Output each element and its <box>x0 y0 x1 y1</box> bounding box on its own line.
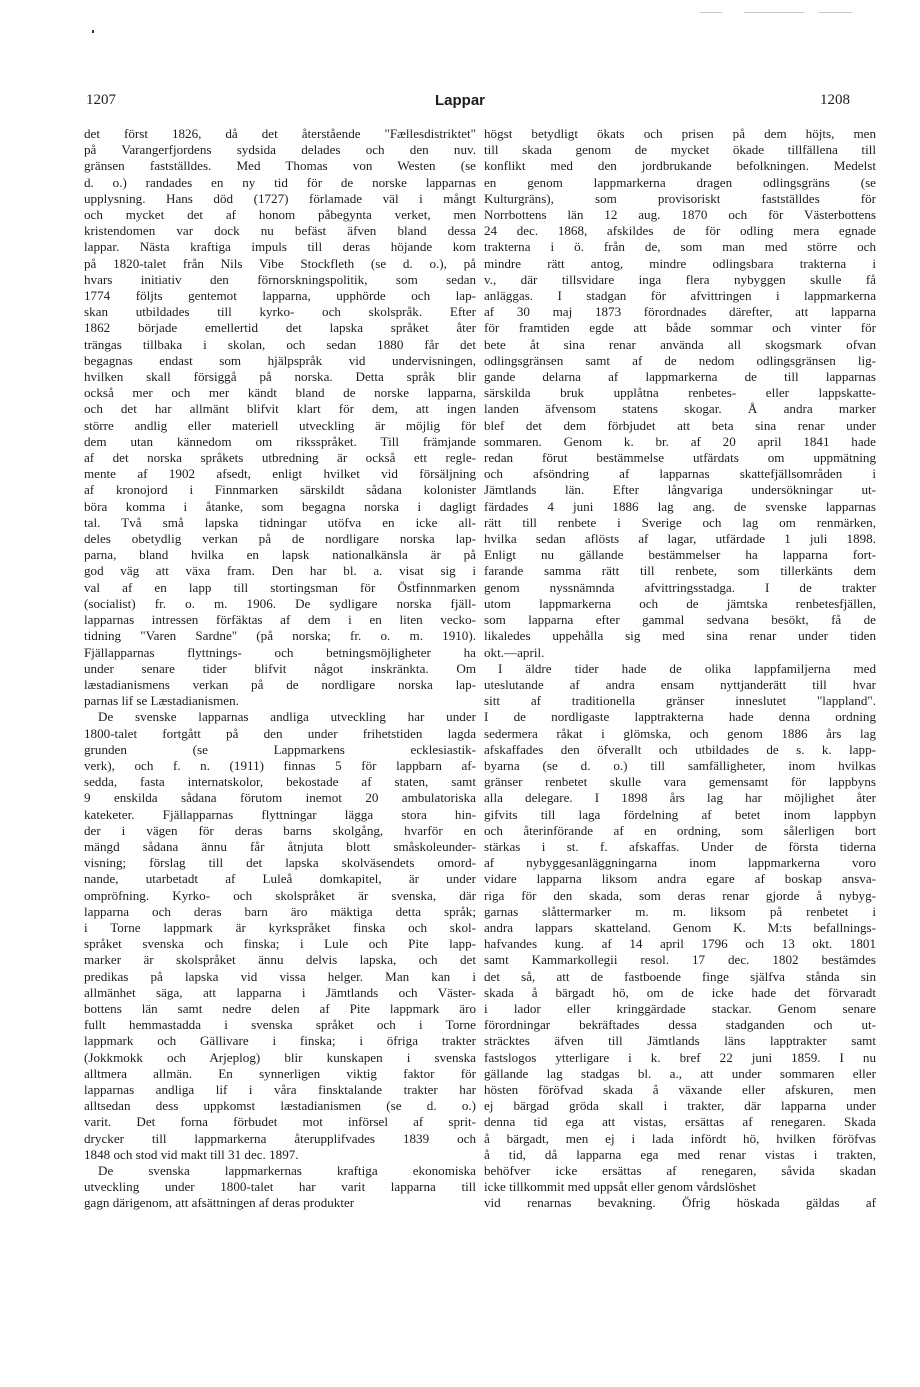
left-text-column <box>84 126 476 1212</box>
text-line: särskilda bruk upplåtna renbetes- eller lappskatte- <box>484 385 876 401</box>
text-line: kristendomen var dock nu befäst äfven bland dessa <box>84 223 476 239</box>
text-line: parnas lif se Læstadianismen. <box>84 693 239 709</box>
text-line: tidning "Varen Sardne" (på norska; fr. o. m. 1910). <box>84 628 476 644</box>
text-line: visning; förslag till det lapska skolväsendets omord- <box>84 855 476 871</box>
text-line: utom lappmarkerna och de jämtska renbetesfjällen, <box>484 595 876 611</box>
text-line: I de nordligaste lapptrakterna hade denna ordning <box>484 709 876 725</box>
text-line: färdades 4 juni 1886 lag ang. de svenske lapparnas <box>484 498 876 514</box>
text-line: alla delegare. I 1898 års lag har möjlighet åter <box>484 790 876 806</box>
text-line: ompröfning. Kyrko- och skolspråket är svenska, där <box>84 887 476 903</box>
text-line: likaledes uppehålla sig med sina renar under tiden <box>484 628 876 644</box>
text-line: af kronojord i Finnmarken särskildt sådana kolonister <box>84 482 476 498</box>
text-line: begagnas endast som hjälpspråk vid undervisningen, <box>84 352 476 368</box>
text-line: förordningar bekräftades dessa stadganden och ut- <box>484 1017 876 1033</box>
text-line: 1862 började emellertid det lapska språket åter <box>84 320 476 336</box>
text-line: språket svenska och finska; i Lule och Pite lapp- <box>84 936 476 952</box>
text-line: redan förut bestämmelse utfärdats om uppmätning <box>484 450 876 466</box>
text-line: Enligt nu gällande bestämmelser ha lapparna fort- <box>484 547 876 563</box>
text-line: trakterna i ö. från de, som man med större och <box>484 239 876 255</box>
text-line: sedda, fasta internatskolor, bekostade af staten, samt <box>84 774 476 790</box>
text-line: skada å bärgadt hö, om de icke hade det förvaradt <box>484 984 876 1000</box>
text-line: der i vägen för deras barns skolgång, hvarför en <box>84 822 476 838</box>
text-line: god väg att växa fram. Den har bl. a. visat sig i <box>84 563 476 579</box>
text-line: alltmera allmän. En synnerligen viktig faktor för <box>84 1065 476 1081</box>
text-line: gagn därigenom, att afsättningen af deras produkter <box>84 1195 355 1211</box>
text-line: stärkas i st. f. afskaffas. Under de första tiderna <box>484 838 876 854</box>
text-line: predikas på lapska vid vissa helger. Man kan i <box>84 968 476 984</box>
text-line: blef det dem förbjudet att beta sina renar under <box>484 417 876 433</box>
text-line: afskaffades den öfverallt och utbildades de s. k. lapp- <box>484 741 876 757</box>
text-line: Jämtlands län. Efter långvariga undersökningar ut- <box>484 482 876 498</box>
right-page-number: 1208 <box>820 92 850 108</box>
text-line: De svenske lapparnas andliga utveckling har under <box>98 709 476 725</box>
text-line: Kulturgräns), som provisoriskt fastställdes för <box>484 190 876 206</box>
text-line: hvilka sedan aflösts af lagar, utfärdade 1 juli 1898. <box>484 531 876 547</box>
text-line: lapparnas intressen förfäktas af dem i en liten vecko- <box>84 612 476 628</box>
text-line: hafvandes kung. af 14 april 1796 och 13 okt. 1801 <box>484 936 876 952</box>
text-line: i Torne lappmark är kyrkspråket finska och skol- <box>84 919 476 935</box>
text-line: rätt till renbete i Sverige och lag om renmärken, <box>484 514 876 530</box>
text-line: gande delarna af lappmarkerna de till lapparnas <box>484 369 876 385</box>
text-line: och det har allmänt blifvit klart för dem, att ingen <box>84 401 476 417</box>
text-line: De svenska lappmarkernas kraftiga ekonomiska <box>98 1163 476 1178</box>
text-line: trängas tillbaka i skolan, och sedan 1880 får det <box>84 336 476 352</box>
text-line: det först 1826, då det återstående "Fællesdistriktet" <box>84 126 476 141</box>
text-line: gällande lag stadgas bl. a., att under sommaren eller <box>484 1065 876 1081</box>
text-line: marker är skolspråket ännu delvis lapska, och det <box>84 952 476 968</box>
text-line: böra komma i åtanke, som begagna norska i dagligt <box>84 498 476 514</box>
text-line: nande, utarbetadt af Luleå domkapitel, är under <box>84 871 476 887</box>
text-line: gifvits till laga fördelning af betet inom lappbyn <box>484 806 876 822</box>
text-line: af nybyggesanläggningarna inom lappmarkerna voro <box>484 855 876 871</box>
text-line: odlingsgränsen samt af de nedom odlingsgränsen lig- <box>484 352 876 368</box>
text-line: ej bärgad gröda skall i trakter, där lapparna under <box>484 1098 876 1114</box>
text-line: bottens län samt nedre delen af Pite lappmark äro <box>84 1000 476 1016</box>
text-line: uteslutande af andra ensam nyttjanderätt till hvar <box>484 676 876 692</box>
ink-speck <box>92 30 94 33</box>
text-line: konflikt med den jordbrukande befolkningen. Medelst <box>484 158 876 174</box>
text-line: 1848 och stod vid makt till 31 dec. 1897. <box>84 1146 299 1162</box>
text-line: andra lappars skatteland. Genom K. M:ts befallnings- <box>484 919 876 935</box>
text-line: denna tid ega att vistas, ersättas af renegaren. Skada <box>484 1114 876 1130</box>
text-line: lappar. Nästa kraftiga impuls till deras höjande kom <box>84 239 476 255</box>
text-line: (Jokkmokk och Arjeplog) blir kunskapen i svenska <box>84 1049 476 1065</box>
text-line: garnas slåttermarker m. m. liksom på renbetet i <box>484 903 876 919</box>
text-line: utveckling under 1800-talet har varit lapparna till <box>84 1179 476 1195</box>
text-line: farande samma rätt till renbete, som tillerkänts dem <box>484 563 876 579</box>
text-line: af 30 maj 1873 förordnades därefter, att lapparna <box>484 304 876 320</box>
text-line: d. o.) randades en ny tid för de norske lapparnas <box>84 174 476 190</box>
text-line: och mycket det af honom påbegynta verket, men <box>84 207 476 223</box>
text-line: sitt af traditionella gränser inneslutet "lappland". <box>484 693 876 709</box>
text-line: lappmark och Gällivare i finska; i öfriga trakter <box>84 1033 476 1049</box>
text-line: en genom lappmarkerna dragen odlingsgräns (se <box>484 174 876 190</box>
text-line: för framtiden egde att både sommar och vinter för <box>484 320 876 336</box>
text-line: okt.—april. <box>484 644 545 660</box>
text-line: till skada genom de mycket ökade tillfällena till <box>484 142 876 158</box>
text-line: samt Kammarkollegii resol. 17 dec. 1802 bestämdes <box>484 952 876 968</box>
text-line: och afsöndring af lapparnas skattefjällsområden i <box>484 466 876 482</box>
text-line: val af en lapp till stortingsman för Östfinnmarken <box>84 579 476 595</box>
right-text-column <box>484 126 876 1212</box>
text-line: icke tillkommit med uppsåt eller genom vårdslöshet <box>484 1179 757 1195</box>
text-line: mängd sådana ännu får åtnjuta blott småskoleunder- <box>84 838 476 854</box>
text-line: 9 enskilda sådana förutom inemot 20 ambulatoriska <box>84 790 476 806</box>
text-line: I äldre tider hade de olika lappfamiljerna med <box>498 660 876 676</box>
text-line: (socialist) fr. o. m. 1906. De sydligare norska fjäll- <box>84 595 476 611</box>
text-line: deles obetydlig verkan på de nordligare norska lap- <box>84 531 476 547</box>
text-line: bete åt sina renar använda all skogsmark ofvan <box>484 336 876 352</box>
text-line: sommaren. Genom k. br. af 20 april 1841 hade <box>484 433 876 449</box>
text-line: lapparna och deras barn äro mäktiga detta språk; <box>84 903 476 919</box>
text-line: 1774 följts gentemot lapparna, upphörde och lap- <box>84 288 476 304</box>
running-title: Lappar <box>434 92 485 109</box>
text-line: riga för den skada, som deras renar gjorde å nybyg- <box>484 887 876 903</box>
left-page-number: 1207 <box>86 92 116 108</box>
text-line: sträcktes äfven till Jämtlands läns lapptrakter samt <box>484 1033 876 1049</box>
text-line: gränser renbetet skulle vara gemensamt för lappbyns <box>484 774 876 790</box>
text-line: å bärgadt, men ej i lada infördt hö, hvilken föröfvas <box>484 1130 876 1146</box>
text-line: hvars initiativ den förnorskningspolitik, som sedan <box>84 271 476 287</box>
text-line: af det norska språkets utbredning är också ett regle- <box>84 450 476 466</box>
text-line: det så, att de fastboende finge själfva stånda sin <box>484 968 876 984</box>
text-line: upplysning. Hans död (1727) förlamade väl i mångt <box>84 190 476 206</box>
text-line: också mer och mer kändt bland de norske lapparna, <box>84 385 476 401</box>
text-line: mindre rätt antog, mindre odlingsbara trakterna i <box>484 255 876 271</box>
text-line: skan utbildades till kyrko- och skolspråk. Efter <box>84 304 476 320</box>
text-line: vid renarnas bevakning. Öfrig höskada gäldas af <box>484 1195 876 1211</box>
text-line: större andlig eller materiell utveckling är möjlig för <box>84 417 476 433</box>
text-line: fullt hemmastadda i svenska språket och i Torne <box>84 1017 476 1033</box>
text-line: 24 dec. 1868, afskildes de för odling mera egnade <box>484 223 876 239</box>
text-line: vidare lapparna liksom andra egare af boskap ansva- <box>484 871 876 887</box>
text-line: behöfver icke ersättas af renegaren, såvida skadan <box>484 1163 876 1178</box>
text-line: anläggas. I stadgan för afvittringen i lappmarkerna <box>484 288 876 304</box>
text-line: genom nyssnämnda afvittringsstadga. I de trakter <box>484 579 876 595</box>
text-line: grunden (se Lappmarkens ecklesiastik- <box>84 741 476 757</box>
text-line: varit. Det forna förbudet mot införsel af sprit- <box>84 1114 476 1130</box>
text-line: Norrbottens län 12 aug. 1870 och för Västerbottens <box>484 207 876 223</box>
scan-artifact <box>700 12 722 13</box>
text-line: alltsedan dess uppkomst læstadianismen (se d. o.) <box>84 1098 476 1114</box>
text-line: och återinförande af en ordning, som sålerligen bort <box>484 822 876 838</box>
text-line: drycker till lappmarkerna återupplifvades 1839 och <box>84 1130 476 1146</box>
text-line: dem utan kännedom om riksspråket. Till främjande <box>84 433 476 449</box>
text-line: hvilken skall försiggå på norska. Detta språk blir <box>84 369 476 385</box>
text-line: allmänhet säga, att lapparna i Jämtlands och Väster- <box>84 984 476 1000</box>
text-line: på Varangerfjordens sydsida delades och den nuv. <box>84 142 476 158</box>
text-line: högst betydligt ökats och prisen på dem höjts, men <box>484 126 876 141</box>
text-line: på 1820-talet från Nils Vibe Stockfleth (se d. o.), på <box>84 255 476 271</box>
text-line: gränsen fastställdes. Med Thomas von Westen (se <box>84 158 476 174</box>
text-line: Fjällapparnas flyttnings- och betningsmöjligheter ha <box>84 644 476 660</box>
text-line: tal. Två små lapska tidningar utöfva en icke all- <box>84 514 476 530</box>
text-line: hösten föröfvad skada å växande eller afskuren, men <box>484 1081 876 1097</box>
text-line: under senare tider blifvit något inskränkta. Om <box>84 660 476 676</box>
scan-artifact <box>744 12 804 13</box>
text-line: landen äfvensom statens skogar. Å andra marker <box>484 401 876 417</box>
text-line: å tid, då lapparna ega med renar vistas i trakten, <box>484 1146 876 1162</box>
text-line: byarna (se d. o.) till samfälligheter, inom hvilkas <box>484 757 876 773</box>
text-line: kateketer. Fjällapparnas flyttningar lägga stora hin- <box>84 806 476 822</box>
text-line: v., där tillsvidare inga flera nybyggen skulle få <box>484 271 876 287</box>
text-line: 1800-talet fortgått på den under frihetstiden lagda <box>84 725 476 741</box>
text-line: fastslogos ytterligare i k. bref 22 juni 1859. I nu <box>484 1049 876 1065</box>
text-line: mente af 1902 afsedt, enligt hvilket vid försäljning <box>84 466 476 482</box>
text-line: parna, bland hvilka en lapsk nationalkänsla är på <box>84 547 476 563</box>
text-line: som lapparna efter gammal sedvana besökt, få de <box>484 612 876 628</box>
text-line: i lador eller kringgärdade stackar. Genom senare <box>484 1000 876 1016</box>
scan-artifact <box>818 12 852 13</box>
text-line: sedermera råkat i glömska, och genom 1886 års lag <box>484 725 876 741</box>
text-line: verk), och f. n. (1911) finnas 5 för lappbarn af- <box>84 757 476 773</box>
text-line: læstadianismens verkan på de nordligare norska lap- <box>84 676 476 692</box>
text-line: lapparnas andliga lif i våra finsktalande trakter har <box>84 1081 476 1097</box>
